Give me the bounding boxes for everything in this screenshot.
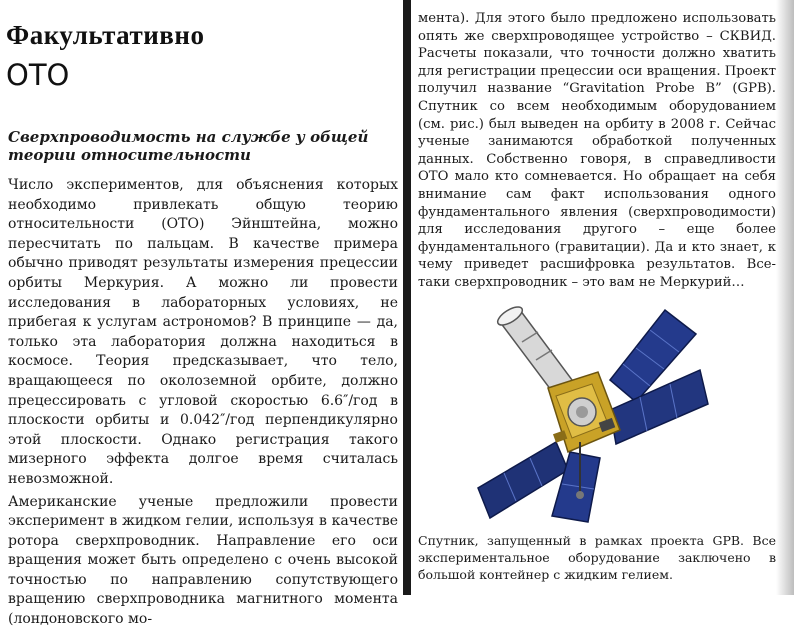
article-paragraph-3: мента). Для этого было предложено использовать опять же сверхпроводящее устройство – СКВИД. Расчеты показали, что точности должно хватить для регистрации прецессии оси вращения. Проект получил название “Gravitation Probe B” (GPB). Спутник со всем необходимым оборудованием (см. рис.) был выведен на орбиту в 2008 г. Сейчас ученые занимаются обработкой полученных данных. Собственно говоря, в справедливости ОТО мало кто сомневается. Но обращает на себя внимание сам факт использования одного фундаментального явления (сверхпроводимости) для исследования другого – еще более фундаментального (гравитации). Да и кто знает, к чему приведет расшифровка результатов. Все-таки сверхпроводник – это вам не Меркурий… [418,11,776,290]
slide-title-line1: Факультативно [6,20,205,50]
article-heading: Сверхпроводимость на службе у общей теории относительности [8,128,369,164]
article-left-column [8,128,398,630]
column-divider [403,0,411,595]
article-paragraph-1: Число экспериментов, для объяснения которых необходимо привлекать общую теорию относительности (ОТО) Эйнштейна, можно пересчитать по пальцам. В качестве примера обычно приводят результаты измерения прецессии орбиты Меркурия. А можно ли провести исследования в лабораторных условиях, не прибегая к услугам астрономов? В принципе — да, только эта лаборатория должна находиться в космосе. Теория предсказывает, что тело, вращающееся по околоземной орбите, должно прецессировать с угловой скоростью 6.6″/год в плоскости орбиты и 0.042″/год перпендикулярно этой плоскости. Однако регистрация такого мизерного эффекта долгое время считалась невозможной. [8,177,398,487]
article-right-column [418,10,776,292]
figure-caption: Спутник, запущенный в рамках проекта GPB. Все экспериментальное оборудование заключено в большой контейнер с жидким гелием. [418,533,776,582]
satellite-illustration [460,292,710,524]
satellite-body [548,372,620,452]
title-area [0,0,403,112]
article-paragraph-2: Американские ученые предложили провести эксперимент в жидком гелии, используя в качестве ротора сверхпроводник. Направление его оси вращения может быть определено с очень высокой точностью по направлению сопутствующего вращению сверхпроводника магнитного момента (лондоновского мо- [8,493,398,628]
page-edge-shadow [776,0,794,595]
slide-title-line2: ОТО [6,58,70,92]
